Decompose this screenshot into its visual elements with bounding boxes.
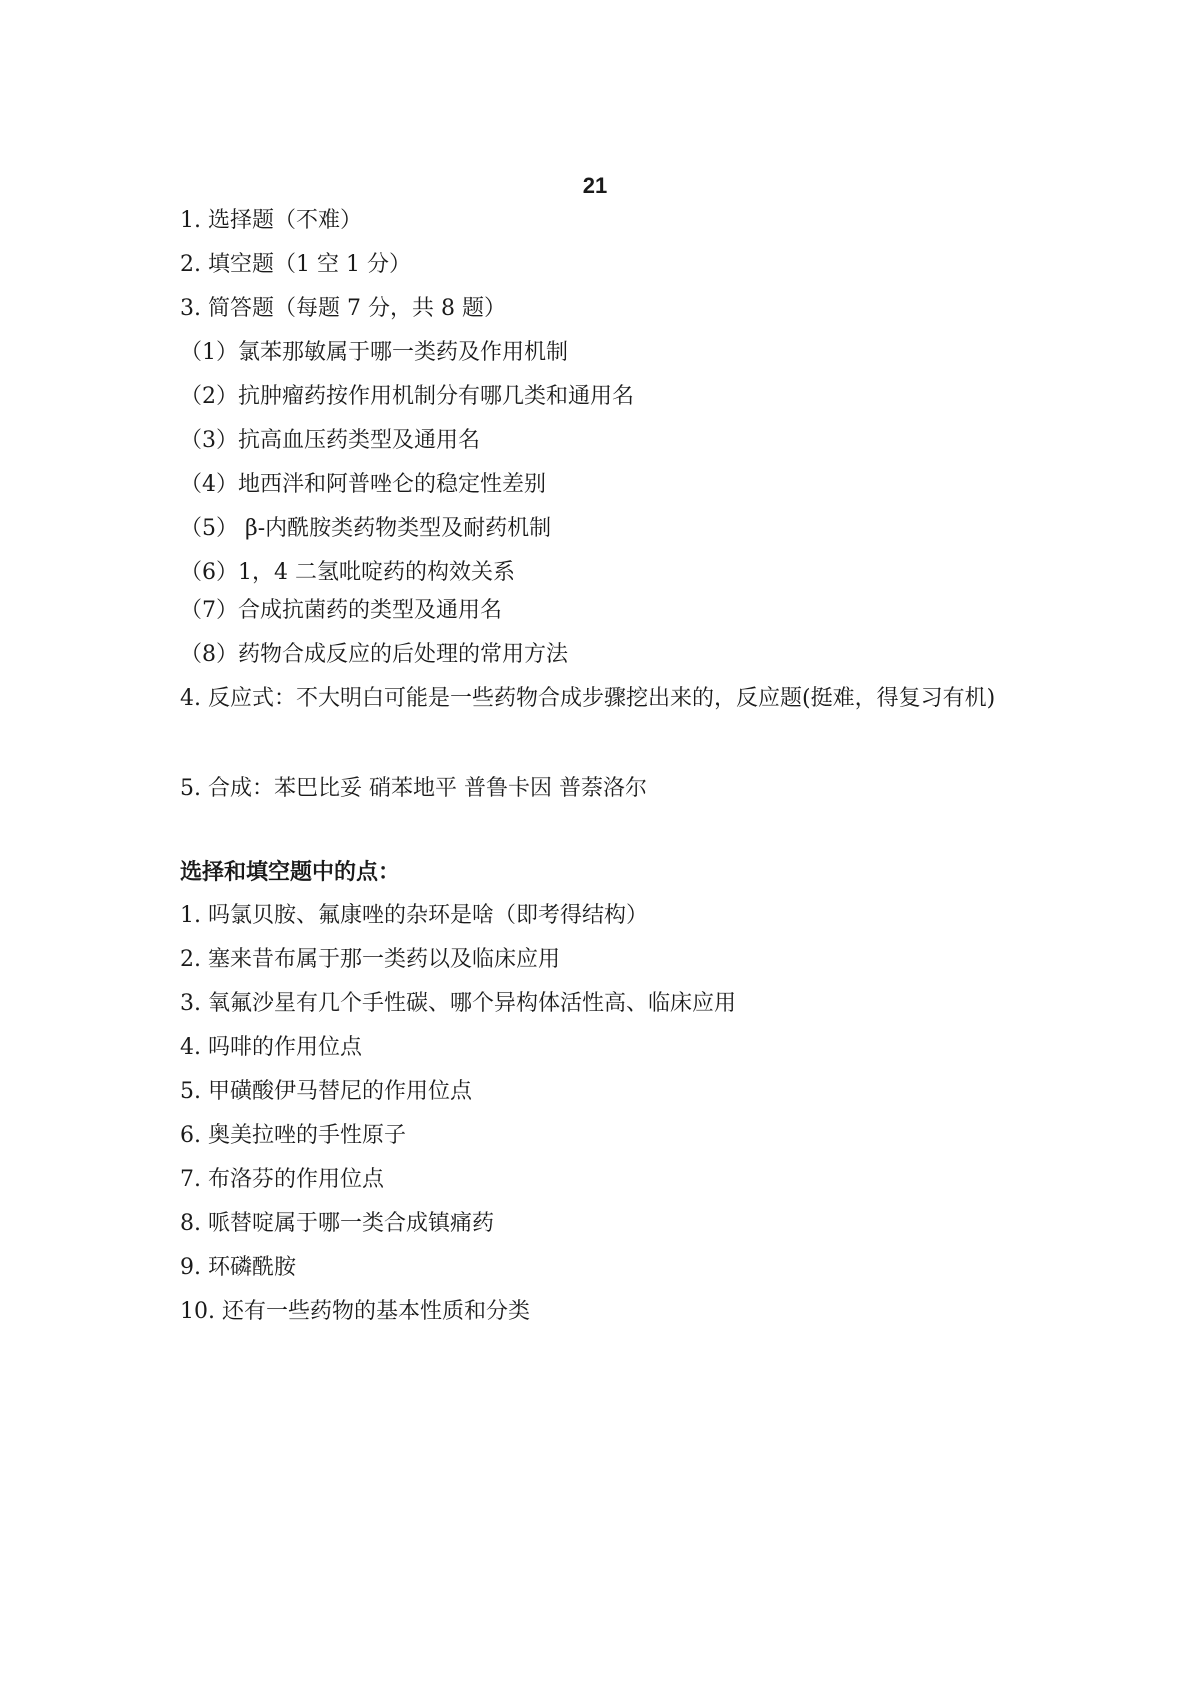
outline-subitem-5: （5） β-内酰胺类药物类型及耐药机制 — [180, 516, 552, 541]
outline-subitem-7: （7）合成抗菌药的类型及通用名 — [180, 598, 502, 623]
outline-item-1: 1. 选择题（不难） — [180, 208, 362, 233]
point-item-1: 1. 吗氯贝胺、氟康唑的杂环是啥（即考得结构） — [180, 903, 648, 928]
outline-subitem-8: （8）药物合成反应的后处理的常用方法 — [180, 642, 568, 667]
outline-subitem-1: （1）氯苯那敏属于哪一类药及作用机制 — [180, 340, 568, 365]
page-title: 21 — [582, 173, 608, 198]
outline-subitem-3: （3）抗高血压药类型及通用名 — [180, 428, 480, 453]
point-item-9: 9. 环磷酰胺 — [180, 1255, 296, 1280]
point-item-7: 7. 布洛芬的作用位点 — [180, 1167, 384, 1192]
points-heading: 选择和填空题中的点： — [180, 859, 401, 885]
outline-item-4: 4. 反应式：不大明白可能是一些药物合成步骤挖出来的，反应题(挺难，得复习有机) — [180, 686, 996, 711]
outline-item-3: 3. 简答题（每题 7 分，共 8 题） — [180, 296, 506, 321]
point-item-10: 10. 还有一些药物的基本性质和分类 — [180, 1299, 530, 1324]
outline-item-5: 5. 合成：苯巴比妥 硝苯地平 普鲁卡因 普萘洛尔 — [180, 776, 647, 801]
point-item-8: 8. 哌替啶属于哪一类合成镇痛药 — [180, 1211, 494, 1236]
outline-subitem-6: （6）1，4 二氢吡啶药的构效关系 — [180, 560, 515, 585]
point-item-4: 4. 吗啡的作用位点 — [180, 1035, 362, 1060]
outline-subitem-2: （2）抗肿瘤药按作用机制分有哪几类和通用名 — [180, 384, 634, 409]
outline-subitem-4: （4）地西泮和阿普唑仑的稳定性差别 — [180, 472, 546, 497]
point-item-6: 6. 奥美拉唑的手性原子 — [180, 1123, 406, 1148]
point-item-5: 5. 甲磺酸伊马替尼的作用位点 — [180, 1079, 472, 1104]
point-item-3: 3. 氧氟沙星有几个手性碳、哪个异构体活性高、临床应用 — [180, 991, 736, 1016]
outline-item-2: 2. 填空题（1 空 1 分） — [180, 252, 411, 277]
point-item-2: 2. 塞来昔布属于那一类药以及临床应用 — [180, 947, 560, 972]
